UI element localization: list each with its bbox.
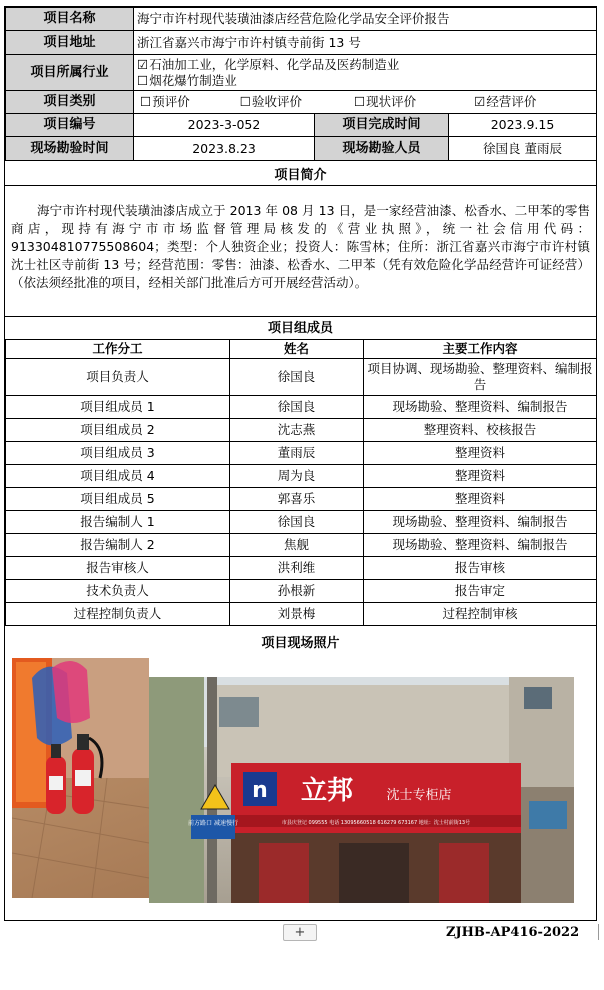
- shopfront-photo-art: [149, 677, 574, 903]
- category-option-label: 经营评价: [486, 94, 537, 109]
- industry-option-fireworks: [137, 73, 593, 89]
- team-role: 项目组成员 4: [6, 465, 230, 488]
- team-role: 报告编制人 1: [6, 511, 230, 534]
- intro-heading: 项目简介: [5, 167, 596, 186]
- team-member-name: 洪利维: [230, 557, 364, 580]
- document-code: ZJHB-AP416-2022: [446, 925, 580, 940]
- team-work: 整理资料: [364, 488, 597, 511]
- team-member-name: 沈志燕: [230, 419, 364, 442]
- team-role: 项目负责人: [6, 359, 230, 396]
- team-work: 现场勘验、整理资料、编制报告: [364, 511, 597, 534]
- table-row: [6, 488, 597, 511]
- team-col-work: 主要工作内容: [364, 340, 597, 359]
- project-address-label: 项目地址: [6, 31, 134, 55]
- checkbox-checked-icon: ☑: [474, 94, 486, 109]
- extinguisher-photo-art: [12, 658, 149, 898]
- team-member-name: 孙根新: [230, 580, 364, 603]
- category-option-status: [354, 94, 416, 110]
- project-category-label: 项目类别: [6, 91, 134, 114]
- project-industry-label: 项目所属行业: [6, 55, 134, 91]
- shop-sign-strip: 市县庆登记 099555 电话 13095660518 616279 673167 地址：沈士村前街13号: [281, 820, 471, 826]
- team-role: 报告审核人: [6, 557, 230, 580]
- category-option-acceptance: [240, 94, 302, 110]
- table-row: [6, 442, 597, 465]
- team-member-name: 刘景梅: [230, 603, 364, 626]
- project-industry-options: [134, 55, 597, 91]
- extinguisher-photo: [12, 658, 149, 898]
- project-category-options: [134, 91, 597, 114]
- team-role: 项目组成员 1: [6, 396, 230, 419]
- team-work: 项目协调、现场勘验、整理资料、编制报告: [364, 359, 597, 396]
- survey-time-label: 现场勘验时间: [6, 137, 134, 161]
- team-role: 项目组成员 2: [6, 419, 230, 442]
- team-heading: 项目组成员: [5, 318, 596, 340]
- surveyor-label: 现场勘验人员: [315, 137, 449, 161]
- table-row: [6, 396, 597, 419]
- project-address-value: 浙江省嘉兴市海宁市许村镇寺前街 13 号: [134, 31, 597, 55]
- team-col-role: 工作分工: [6, 340, 230, 359]
- team-member-name: 董雨辰: [230, 442, 364, 465]
- team-table: [5, 339, 597, 626]
- checkbox-empty-icon: ☐: [239, 94, 251, 109]
- category-option-pre: [140, 94, 190, 110]
- survey-time-value: 2023.8.23: [134, 137, 315, 161]
- team-member-name: 焦舰: [230, 534, 364, 557]
- road-sign-text: 前方路口 减速慢行: [188, 820, 238, 827]
- team-role: 项目组成员 5: [6, 488, 230, 511]
- team-work: 现场勘验、整理资料、编制报告: [364, 396, 597, 419]
- team-role: 过程控制负责人: [6, 603, 230, 626]
- checkbox-checked-icon: ☑: [137, 56, 149, 72]
- team-member-name: 郭喜乐: [230, 488, 364, 511]
- team-role: 项目组成员 3: [6, 442, 230, 465]
- shopfront-photo: [149, 677, 574, 903]
- checkbox-empty-icon: ☐: [137, 72, 149, 88]
- shop-sign-main: 立邦: [300, 776, 354, 806]
- table-row: [6, 603, 597, 626]
- table-row: [6, 359, 597, 396]
- project-name-value: 海宁市许村现代装璜油漆店经营危险化学品安全评价报告: [134, 8, 597, 31]
- team-member-name: 周为良: [230, 465, 364, 488]
- category-option-label: 验收评价: [251, 94, 302, 109]
- intro-text: 海宁市许村现代装璜油漆店成立于 2013 年 08 月 13 日，是一家经营油漆、松香水、二甲苯的零售商店，现持有海宁市市场监督管理局核发的《营业执照》，统一社会信用代码：913304810775508604；类型：个人独资企业；投资人：陈雪林；住所：浙江省嘉兴市海宁市许村镇沈士社区寺前街 13 号；经营范围：零售：油漆、松香水、二甲苯（凭有效危险化学品经营许可证经营）（依法须经批准的项目，经相关部门批准后方可开展经营活动）。: [5, 186, 596, 317]
- team-work: 报告审核: [364, 557, 597, 580]
- team-role: 报告编制人 2: [6, 534, 230, 557]
- team-work: 报告审定: [364, 580, 597, 603]
- category-option-label: 现状评价: [366, 94, 417, 109]
- industry-option-label: 石油加工业，化学原料、化学品及医药制造业: [149, 56, 400, 72]
- team-work: 整理资料: [364, 465, 597, 488]
- zoom-in-button[interactable]: +: [283, 924, 317, 941]
- team-member-name: 徐国良: [230, 396, 364, 419]
- industry-option-label: 烟花爆竹制造业: [149, 72, 237, 88]
- table-row: [6, 465, 597, 488]
- category-option-label: 预评价: [152, 94, 190, 109]
- project-info-table: [5, 7, 597, 161]
- project-number-value: 2023-3-052: [134, 114, 315, 137]
- shop-sign-sub: 沈士专柜店: [386, 788, 452, 803]
- team-work: 整理资料: [364, 442, 597, 465]
- surveyor-value: 徐国良 董雨辰: [449, 137, 597, 161]
- scrollbar-edge[interactable]: [598, 924, 603, 940]
- checkbox-empty-icon: ☐: [353, 94, 366, 109]
- table-row: [6, 419, 597, 442]
- team-role: 技术负责人: [6, 580, 230, 603]
- site-photos: [5, 655, 596, 917]
- project-finish-value: 2023.9.15: [449, 114, 597, 137]
- table-row: [6, 557, 597, 580]
- table-row: [6, 534, 597, 557]
- photos-heading: 项目现场照片: [261, 636, 340, 651]
- category-option-operation: [474, 94, 536, 110]
- table-row: [6, 580, 597, 603]
- table-row: [6, 511, 597, 534]
- evaluation-report-sheet: [4, 6, 597, 921]
- checkbox-empty-icon: ☐: [140, 94, 152, 109]
- team-member-name: 徐国良: [230, 511, 364, 534]
- project-finish-label: 项目完成时间: [315, 114, 449, 137]
- project-name-label: 项目名称: [6, 8, 134, 31]
- team-work: 整理资料、校核报告: [364, 419, 597, 442]
- team-col-name: 姓名: [230, 340, 364, 359]
- team-work: 现场勘验、整理资料、编制报告: [364, 534, 597, 557]
- team-member-name: 徐国良: [230, 359, 364, 396]
- team-work: 过程控制审核: [364, 603, 597, 626]
- industry-option-petroleum: [137, 57, 593, 73]
- svg-text:n: n: [252, 778, 268, 803]
- project-number-label: 项目编号: [6, 114, 134, 137]
